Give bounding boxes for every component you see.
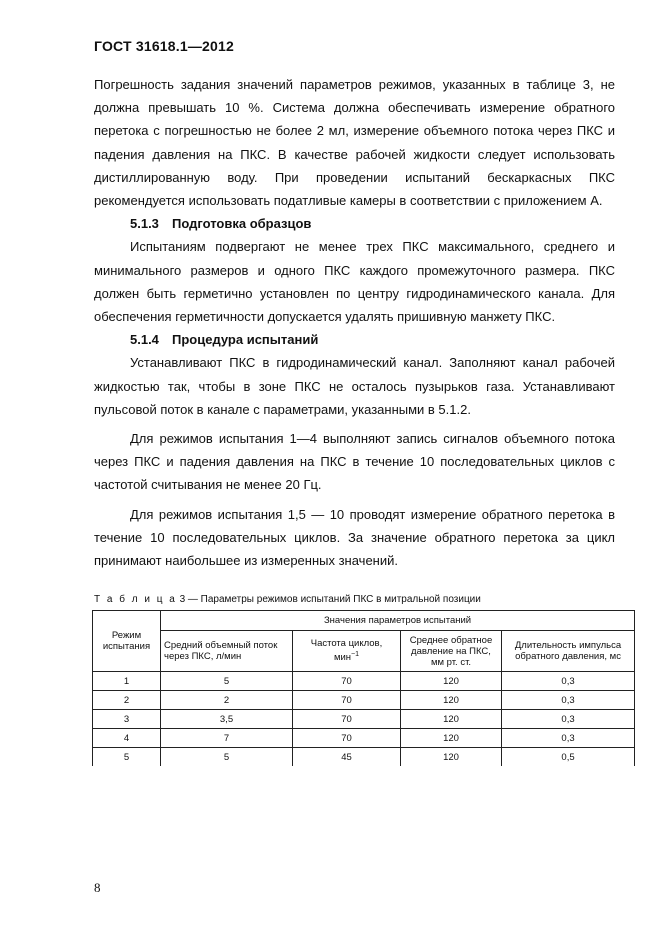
table-caption [94,594,481,605]
header-flow: Средний объемный поток через ПКС, л/мин [161,631,293,672]
cell-pulse: 0,3 [502,691,635,710]
header-pulse: Длительность импульса обратного давления, мс [502,631,635,672]
standard-title: ГОСТ 31618.1—2012 [94,38,234,54]
paragraph-accuracy: Погрешность задания значений параметров режимов, указанных в таблице 3, не должна превышать 10 %. Система должна обеспечивать измерение обратного перетока с погрешностью не более 2 мл, измерение объемного потока через ПКС и падения давления на ПКС. В качестве рабочей жидкости следует использовать дистиллированную воду. При проведении испытаний бескаркасных ПКС рекомендуется использовать податливые камеры в соответствии с приложением А. [94,77,615,209]
table-caption-text: 3 — Параметры режимов испытаний ПКС в митральной позиции [179,594,481,605]
section-heading-5-1-4 [94,328,615,351]
cell-mode: 2 [93,691,161,710]
header-group: Значения параметров испытаний [161,611,635,631]
cell-pulse: 0,3 [502,729,635,748]
cell-flow: 5 [161,748,293,767]
table-row [93,748,635,767]
table-row [93,691,635,710]
section-number: 5.1.3 [130,216,159,232]
paragraph-samples: Испытаниям подвергают не менее трех ПКС максимального, среднего и минимального размеров и одного ПКС каждого промежуточного размера. ПКС должен быть герметично установлен по центру гидродинамического канала. Для обеспечения герметичности допускается удалять пришивную манжету ПКС. [94,239,615,325]
cell-flow: 2 [161,691,293,710]
cell-mode: 3 [93,710,161,729]
cell-pressure: 120 [401,691,502,710]
cell-pulse: 0,3 [502,672,635,691]
page-number: 8 [94,880,101,895]
header-pressure: Среднее обратное давление на ПКС, мм рт. ст. [401,631,502,672]
cell-frequency: 70 [293,710,401,729]
cell-pressure: 120 [401,748,502,767]
header-frequency [293,631,401,672]
cell-flow: 5 [161,672,293,691]
cell-pulse: 0,3 [502,710,635,729]
section-heading-5-1-3 [94,212,615,235]
cell-frequency: 45 [293,748,401,767]
paragraph-procedure-1: Устанавливают ПКС в гидродинамический канал. Заполняют канал рабочей жидкостью так, чтобы в зоне ПКС не осталось пузырьков газа. Устанавливают пульсовой поток в канале с параметрами, указанными в 5.1.2. [94,355,615,417]
header-frequency-exponent: −1 [351,651,360,659]
cell-flow: 7 [161,729,293,748]
cell-pressure: 120 [401,672,502,691]
header-frequency-label: Частота циклов, [310,638,383,650]
table-caption-label: Т а б л и ц а [94,594,177,605]
section-title: Процедура испытаний [172,332,319,348]
body-text [94,73,615,572]
table-row [93,710,635,729]
table-row [93,729,635,748]
header-mode: Режим испытания [93,611,161,672]
cell-mode: 4 [93,729,161,748]
paragraph-procedure-2: Для режимов испытания 1—4 выполняют запись сигналов объемного потока через ПКС и падения давления на ПКС в течение 10 последовательных циклов с частотой считывания не менее 20 Гц. [94,431,615,493]
cell-pulse: 0,5 [502,748,635,767]
cell-pressure: 120 [401,729,502,748]
cell-frequency: 70 [293,691,401,710]
parameters-table [92,610,635,766]
cell-flow: 3,5 [161,710,293,729]
table-row [93,672,635,691]
section-number: 5.1.4 [130,332,159,348]
cell-mode: 5 [93,748,161,767]
cell-pressure: 120 [401,710,502,729]
cell-frequency: 70 [293,672,401,691]
section-title: Подготовка образцов [172,216,312,232]
cell-mode: 1 [93,672,161,691]
header-frequency-unit: мин [333,652,352,664]
cell-frequency: 70 [293,729,401,748]
paragraph-procedure-3: Для режимов испытания 1,5 — 10 проводят измерение обратного перетока в течение 10 последовательных циклов. За значение обратного перетока за цикл принимают наибольшее из измеренных значений. [94,506,615,569]
